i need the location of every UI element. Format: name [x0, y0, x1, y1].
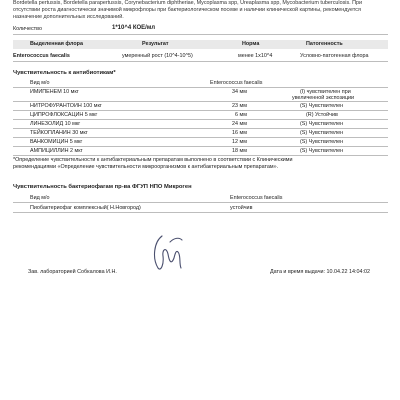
divider	[13, 128, 388, 129]
divider	[13, 61, 388, 62]
divider	[13, 146, 388, 147]
antibiotic-zone: 24 мм	[232, 121, 247, 127]
lab-head: Зав. лабораторией Собкалова И.Н.	[28, 269, 117, 275]
antibiotic-zone: 23 мм	[232, 103, 247, 109]
antibiotic-name: ТЕЙКОПЛАНИН 30 мкг	[30, 130, 88, 136]
antibiotic-name: ВАНКОМИЦИН 5 мкг	[30, 139, 83, 145]
antibiotics-species-label: Вид м/о	[30, 80, 50, 86]
phages-title: Чувствительность бактериофагам пр-ва ФГУП НПО Микроген	[13, 184, 192, 190]
antibiotic-zone: 12 мм	[232, 139, 247, 145]
antibiotic-name: НИТРОФУРАНТОИН 100 мкг	[30, 103, 102, 109]
divider	[13, 87, 388, 88]
antibiotic-name: ЦИПРОФЛОКСАЦИН 5 мкг	[30, 112, 98, 118]
divider	[13, 202, 388, 203]
divider	[13, 212, 388, 213]
antibiotic-result: (S) Чувствителен	[300, 103, 344, 109]
divider	[13, 101, 388, 102]
phages-species-value: Enterococcus faecalis	[230, 195, 283, 201]
antibiotic-name: ЛИНЕЗОЛИД 10 мкг	[30, 121, 81, 127]
col-header-result: Результат	[142, 41, 169, 47]
divider	[13, 110, 388, 111]
phages-species-label: Вид м/о	[30, 195, 50, 201]
divider	[13, 34, 388, 35]
flora-name: Enterococcus faecalis	[13, 53, 70, 59]
antibiotic-name: АМПИЦИЛЛИН 2 мкг	[30, 148, 83, 154]
quantity-value: 1*10^4 КОЕ/мл	[112, 25, 156, 31]
antibiotic-result: (R) Устойчив	[306, 112, 338, 118]
antibiotic-result: (I) чувствителен при	[300, 89, 351, 95]
phage-name: Пиобактериофаг комплексный( Н.Новгород)	[30, 205, 141, 211]
flora-norm: менее 1x10^4	[238, 53, 273, 59]
divider	[13, 119, 388, 120]
col-header-flora: Выделенная флора	[30, 41, 83, 47]
flora-pathogenicity: Условно-патогенная флора	[300, 53, 369, 59]
antibiotic-zone: 6 мм	[235, 112, 247, 118]
signature-icon	[148, 228, 188, 278]
antibiotics-footnote: *Определение чувствительности к антибактериальным препаратам выполнено в соответствии с Клиническими	[13, 157, 293, 163]
divider	[13, 137, 388, 138]
quantity-label: Количество	[13, 26, 42, 32]
antibiotic-zone: 34 мм	[232, 89, 247, 95]
antibiotic-result: (S) Чувствителен	[300, 139, 344, 145]
antibiotic-name: ИМИПЕНЕМ 10 мкг	[30, 89, 79, 95]
col-header-pathogenicity: Патогенность	[306, 41, 343, 47]
antibiotic-result: (S) Чувствителен	[300, 130, 344, 136]
flora-result: умеренный рост (10^4-10^5)	[122, 53, 193, 59]
antibiotics-title: Чувствительность к антибиотикам*	[13, 70, 116, 76]
divider	[13, 155, 388, 156]
antibiotics-species-value: Enterococcus faecalis	[210, 80, 263, 86]
antibiotic-zone: 18 мм	[232, 148, 247, 154]
intro-text: Bordetella pertussis, Bordetella parapertussis, Corynebacterium diphtheriae, Mycoplasma spp, Ureaplasma spp, Mycobacterium tuberculosis. При отсутствии роста диагностически значимой микрофлоры при бактериологическом посеве и наличии клинической картины, рекомендуется назначение дополнительных исследований.	[13, 0, 363, 21]
antibiotic-zone: 16 мм	[232, 130, 247, 136]
antibiotic-result: (S) Чувствителен	[300, 148, 344, 154]
antibiotics-footnote-cont: рекомендациями «Определение чувствительности микроорганизмов к антибактериальным препаратам».	[13, 164, 279, 170]
issue-datetime: Дата и время выдачи: 10.04.22 14:04:02	[270, 269, 370, 275]
antibiotic-result: (S) Чувствителен	[300, 121, 344, 127]
phage-result: устойчив	[230, 205, 253, 211]
antibiotic-result-note: увеличенной экспозиции	[292, 95, 355, 101]
col-header-norm: Норма	[242, 41, 260, 47]
